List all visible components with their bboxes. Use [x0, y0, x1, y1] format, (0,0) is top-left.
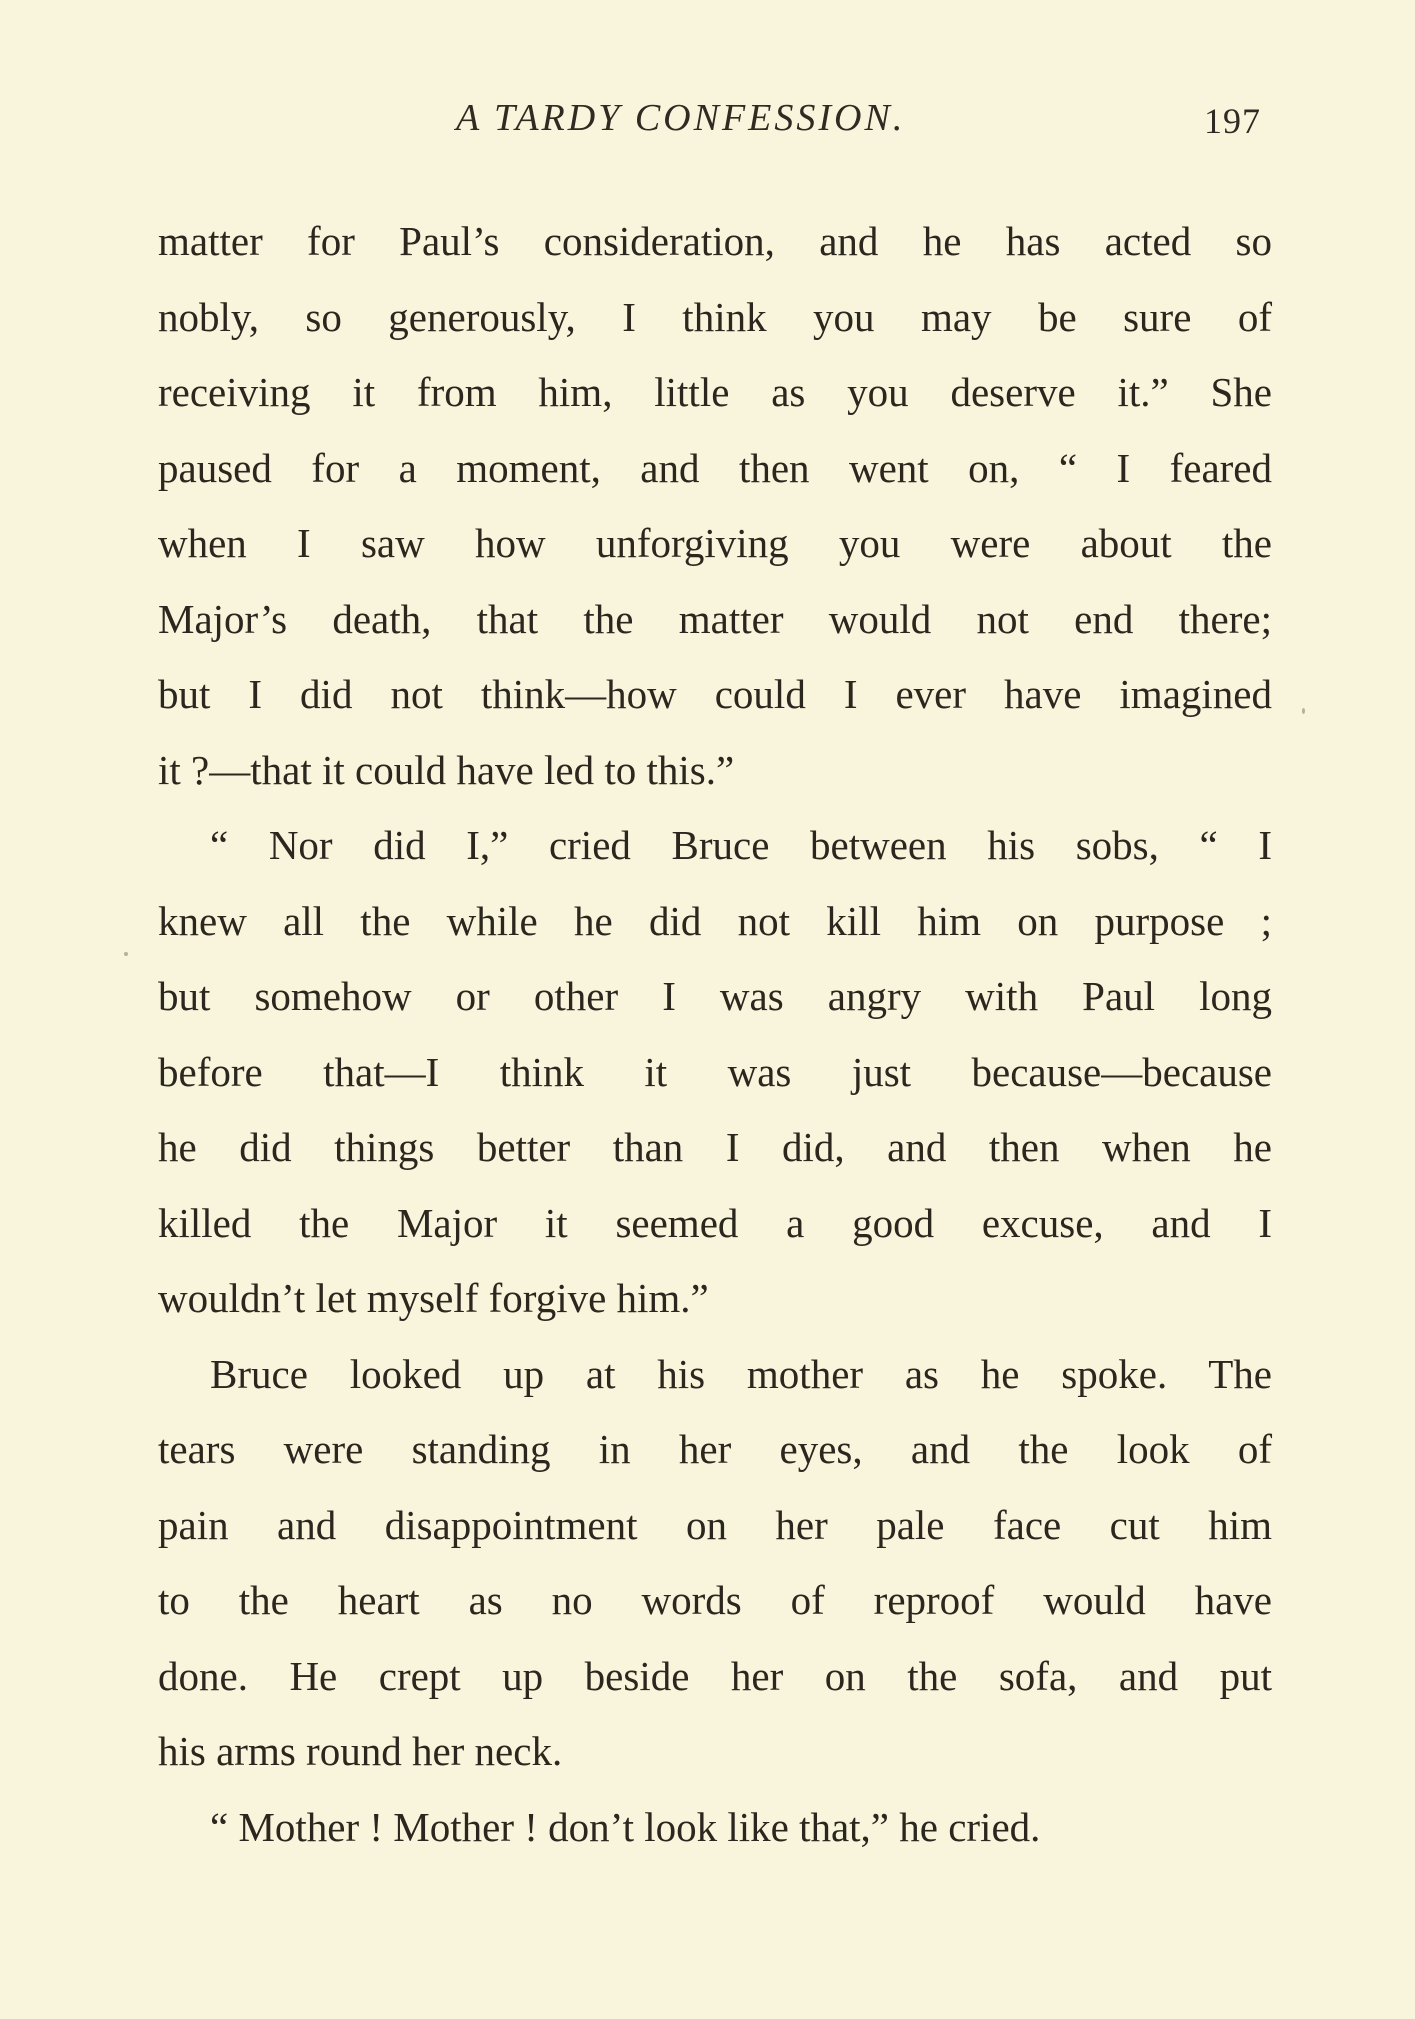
- text-line: killed the Major it seemed a good excuse, and I: [158, 1199, 1272, 1246]
- running-title: A TARDY CONFESSION.: [456, 97, 906, 139]
- paper-speck: [124, 952, 128, 956]
- text-line: his arms round her neck.: [158, 1728, 563, 1774]
- text-line: nobly, so generously, I think you may be sure of: [158, 293, 1272, 340]
- text-line: it ?—that it could have led to this.”: [158, 746, 735, 793]
- paper-speck: [1302, 708, 1305, 714]
- text-line: he did things better than I did, and then when he: [158, 1124, 1272, 1170]
- paragraph-start-line: “ Mother ! Mother ! don’t look like that,” he cried.: [210, 1803, 1041, 1850]
- text-line: but somehow or other I was angry with Paul long: [158, 973, 1272, 1019]
- text-line: but I did not think—how could I ever have imagined: [158, 671, 1272, 717]
- body-text: [158, 204, 1272, 1865]
- text-line: pain and disappointment on her pale face cut him: [158, 1501, 1272, 1548]
- text-line: matter for Paul’s consideration, and he has acted so: [158, 218, 1272, 264]
- text-line: knew all the while he did not kill him on purpose ;: [158, 897, 1272, 944]
- text-line: when I saw how unforgiving you were about the: [158, 520, 1272, 566]
- text-line: tears were standing in her eyes, and the look of: [158, 1426, 1272, 1472]
- text-line: before that—I think it was just because—because: [158, 1048, 1272, 1095]
- text-line: done. He crept up beside her on the sofa, and put: [158, 1652, 1272, 1699]
- text-line: paused for a moment, and then went on, “ I feared: [158, 444, 1272, 491]
- text-line: receiving it from him, little as you deserve it.” She: [158, 369, 1272, 415]
- page-header: [0, 96, 1415, 146]
- page-number: 197: [1204, 101, 1261, 141]
- paragraph-start-line: “ Nor did I,” cried Bruce between his sobs, “ I: [210, 822, 1272, 868]
- text-line: wouldn’t let myself forgive him.”: [158, 1275, 709, 1321]
- paragraph-start-line: Bruce looked up at his mother as he spoke. The: [210, 1350, 1272, 1397]
- text-line: to the heart as no words of reproof would have: [158, 1577, 1272, 1623]
- text-line: Major’s death, that the matter would not end there;: [158, 595, 1272, 642]
